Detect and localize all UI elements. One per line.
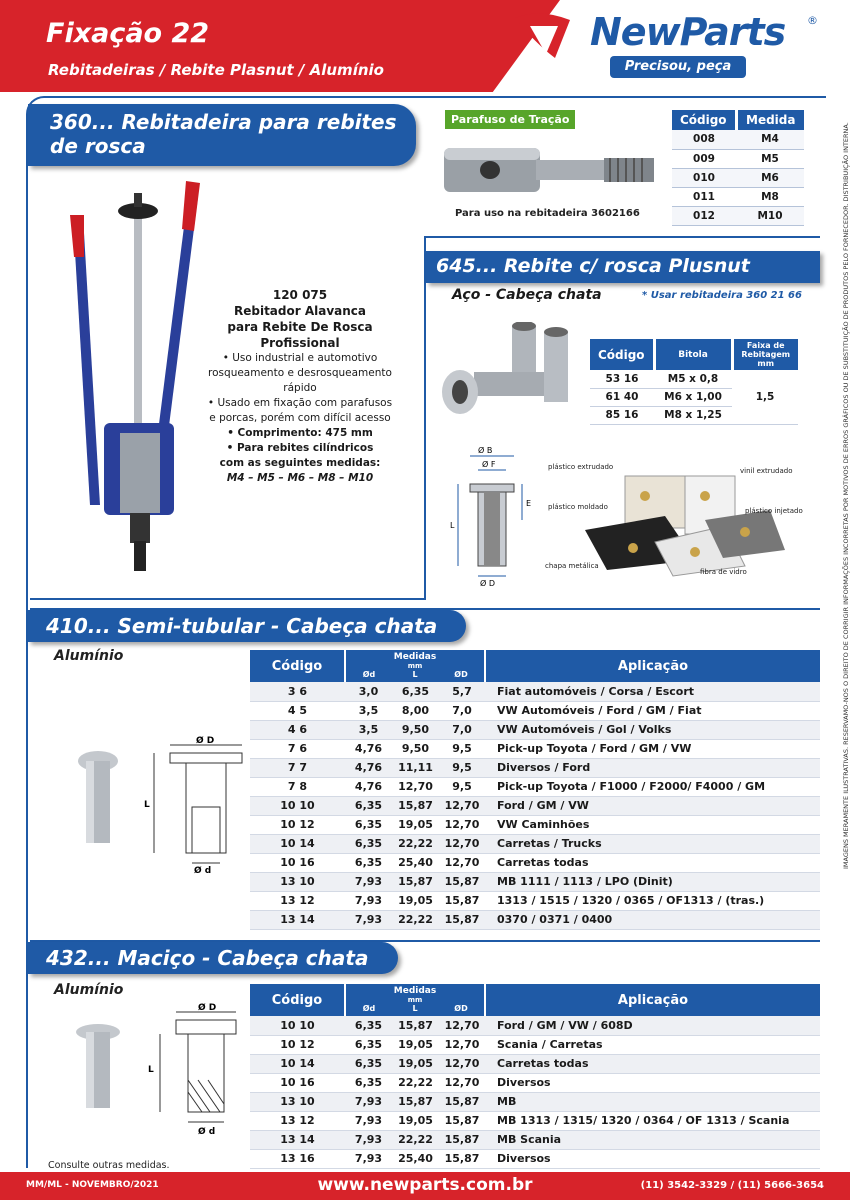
plusnut-col-faixa: Faixa de Rebitagem mm: [732, 339, 798, 370]
table-row: [250, 1016, 820, 1035]
cell-bitola: M5 x 0,8: [654, 370, 732, 388]
cell-od: 6,35: [345, 1073, 392, 1092]
cell-l: 19,05: [392, 1111, 439, 1130]
product-info: [200, 287, 400, 486]
cell-codigo: 13 14: [250, 910, 345, 929]
cell-codigo: 13 10: [250, 1092, 345, 1111]
product-bullet-4: e porcas, porém com difícil acesso: [209, 412, 391, 424]
cell-aplicacao: Pick-up Toyota / Ford / GM / VW: [485, 739, 820, 758]
cell-medida: M8: [736, 187, 804, 206]
section-645-subtitle: Aço - Cabeça chata: [452, 287, 602, 303]
table-row: [250, 1111, 820, 1130]
cell-oD: 15,87: [439, 872, 485, 891]
section-432-title: 432... Maciço - Cabeça chata: [28, 942, 398, 974]
product-bullet-5: • Comprimento: 475 mm: [227, 427, 373, 439]
table-row: [250, 891, 820, 910]
cell-codigo: 10 10: [250, 796, 345, 815]
footer: [0, 1172, 850, 1200]
label-phi-f: Ø F: [482, 460, 496, 469]
cell-codigo: 13 16: [250, 1149, 345, 1168]
cell-od: 6,35: [345, 796, 392, 815]
footer-edition: MM/ML - NOVEMBRO/2021: [26, 1180, 159, 1190]
cell-l: 22,22: [392, 834, 439, 853]
cell-medida: M10: [736, 206, 804, 225]
cell-codigo: 10 10: [250, 1016, 345, 1035]
cell-od: 4,76: [345, 739, 392, 758]
table-row: [250, 872, 820, 891]
cell-oD: 15,87: [439, 1149, 485, 1168]
cell-aplicacao: Ford / GM / VW: [485, 796, 820, 815]
cell-oD: 12,70: [439, 796, 485, 815]
cell-od: 3,5: [345, 720, 392, 739]
section-645-bottom-border: [30, 598, 426, 600]
col-medidas-unit: mm: [407, 996, 423, 1004]
product-bullet-6: • Para rebites cilíndricos: [226, 442, 374, 454]
table-row: [250, 758, 820, 777]
cell-medida: M5: [736, 149, 804, 168]
cell-medida: M4: [736, 130, 804, 149]
table-row: [250, 1073, 820, 1092]
cell-aplicacao: VW Caminhões: [485, 815, 820, 834]
cell-od: 3,0: [345, 682, 392, 701]
product-bullet-3: • Usado em fixação com parafusos: [207, 397, 393, 409]
cell-codigo: 012: [672, 206, 736, 225]
cell-l: 15,87: [392, 872, 439, 891]
cell-aplicacao: Diversos: [485, 1073, 820, 1092]
cell-faixa: 1,5: [732, 370, 798, 424]
parafuso-label: Parafuso de Tração: [445, 110, 575, 129]
cell-od: 7,93: [345, 872, 392, 891]
cell-od: 7,93: [345, 1111, 392, 1130]
product-code: 120 075: [272, 288, 328, 302]
parafuso-table: [672, 110, 804, 226]
plusnut-col-bitola: Bitola: [654, 339, 732, 370]
cell-od: 7,93: [345, 1149, 392, 1168]
cell-od: 7,93: [345, 891, 392, 910]
cell-l: 22,22: [392, 910, 439, 929]
table-row: [250, 834, 820, 853]
cell-aplicacao: Pick-up Toyota / F1000 / F2000/ F4000 / GM: [485, 777, 820, 796]
section-360-title-line2: de rosca: [50, 134, 146, 158]
cell-codigo: 4 6: [250, 720, 345, 739]
cell-aplicacao: MB: [485, 1092, 820, 1111]
table-432: [250, 984, 820, 1169]
cell-aplicacao: 1313 / 1515 / 1320 / 0365 / OF1313 / (tras.): [485, 891, 820, 910]
col-oD: ØD: [454, 670, 468, 679]
cell-bitola: M8 x 1,25: [654, 406, 732, 424]
cell-oD: 12,70: [439, 1073, 485, 1092]
cell-aplicacao: Scania / Carretas: [485, 1035, 820, 1054]
page-subtitle: Rebitadeiras / Rebite Plasnut / Alumínio: [48, 61, 384, 79]
table-row: [672, 206, 804, 225]
col-codigo: Código: [250, 984, 345, 1016]
label-432-D: Ø D: [198, 1003, 217, 1013]
cell-codigo: 10 16: [250, 853, 345, 872]
solid-rivet-diagram: [70, 1000, 250, 1140]
cell-aplicacao: Carretas todas: [485, 853, 820, 872]
logo-slogan: Precisou, peça: [610, 56, 746, 78]
table-row: [250, 1149, 820, 1168]
cell-oD: 15,87: [439, 1092, 485, 1111]
cell-codigo: 10 14: [250, 834, 345, 853]
col-medidas: [345, 650, 485, 682]
table-row: [672, 168, 804, 187]
cell-aplicacao: Diversos / Ford: [485, 758, 820, 777]
cell-l: 9,50: [392, 739, 439, 758]
cell-od: 6,35: [345, 1054, 392, 1073]
product-bullet-8: M4 – M5 – M6 – M8 – M10: [226, 472, 374, 484]
cell-l: 19,05: [392, 891, 439, 910]
cell-codigo: 7 6: [250, 739, 345, 758]
cell-oD: 15,87: [439, 891, 485, 910]
cell-od: 6,35: [345, 834, 392, 853]
label-vinil-extrudado: vinil extrudado: [740, 467, 793, 475]
cell-bitola: M6 x 1,00: [654, 388, 732, 406]
logo-swoosh-icon: [510, 8, 580, 68]
semi-tubular-rivet-diagram: [70, 735, 250, 875]
parafuso-col-medida: Medida: [736, 110, 804, 130]
product-name: Rebitador Alavanca para Rebite De Rosca Profissional: [227, 304, 373, 350]
cell-codigo: 011: [672, 187, 736, 206]
plusnut-image: [440, 322, 580, 422]
col-l: L: [412, 670, 418, 679]
cell-codigo: 10 12: [250, 815, 345, 834]
col-aplicacao: Aplicação: [485, 650, 820, 682]
label-410-D: Ø D: [196, 736, 215, 746]
cell-codigo: 85 16: [590, 406, 654, 424]
cell-codigo: 010: [672, 168, 736, 187]
cell-aplicacao: MB 1111 / 1113 / LPO (Dinit): [485, 872, 820, 891]
cell-od: 6,35: [345, 1035, 392, 1054]
cell-codigo: 10 16: [250, 1073, 345, 1092]
cell-codigo: 13 12: [250, 891, 345, 910]
cell-codigo: 4 5: [250, 701, 345, 720]
cell-codigo: 61 40: [590, 388, 654, 406]
cell-codigo: 3 6: [250, 682, 345, 701]
section-645-left-border: [424, 236, 426, 598]
cell-oD: 12,70: [439, 834, 485, 853]
cell-l: 25,40: [392, 853, 439, 872]
product-bullet-1: • Uso industrial e automotivo: [222, 352, 378, 364]
col-medidas: [345, 984, 485, 1016]
col-medidas-label: Medidas: [393, 986, 437, 996]
label-plastico-injetado: plástico injetado: [745, 507, 803, 515]
header: [0, 0, 850, 92]
side-disclaimer: [836, 122, 850, 880]
table-row: [250, 853, 820, 872]
section-410-material: Alumínio: [54, 648, 124, 664]
section-432-material: Alumínio: [54, 982, 124, 998]
table-row: [250, 682, 820, 701]
footer-phones: (11) 3542-3329 / (11) 5666-3654: [640, 1180, 824, 1191]
logo-registered: ®: [807, 14, 818, 27]
cell-aplicacao: MB Scania: [485, 1130, 820, 1149]
col-codigo: Código: [250, 650, 345, 682]
cell-l: 8,00: [392, 701, 439, 720]
cell-aplicacao: Ford / GM / VW / 608D: [485, 1016, 820, 1035]
table-row: [672, 149, 804, 168]
label-plastico-extrudado: plástico extrudado: [548, 463, 614, 471]
section-360-title-line1: 360... Rebitadeira para rebites: [50, 110, 397, 134]
cell-oD: 7,0: [439, 720, 485, 739]
cell-aplicacao: 0370 / 0371 / 0400: [485, 910, 820, 929]
table-row: [250, 739, 820, 758]
cell-aplicacao: VW Automóveis / Ford / GM / Fiat: [485, 701, 820, 720]
cell-od: 4,76: [345, 758, 392, 777]
table-row: [250, 796, 820, 815]
label-410-L: L: [144, 800, 150, 810]
cell-codigo: 10 14: [250, 1054, 345, 1073]
side-disclaimer-text: IMAGENS MERAMENTE ILUSTRATIVAS. RESERVAMO-NOS O DIREITO DE CORRIGIR INFORMAÇÕES INCORRETAS POR MOTIVOS DE ERROS GRÁFICOS OU DE SUBSTITUIÇÃO DE PRODUTOS PELO FORNECEDOR. DISTRIBUIÇÃO INTERNA.: [842, 122, 850, 869]
parafuso-col-codigo: Código: [672, 110, 736, 130]
cell-codigo: 008: [672, 130, 736, 149]
cell-od: 6,35: [345, 853, 392, 872]
table-row: [250, 701, 820, 720]
cell-l: 19,05: [392, 1054, 439, 1073]
col-medidas-unit: mm: [407, 662, 423, 670]
rivet-tool-image: [60, 175, 200, 585]
table-row: [250, 1092, 820, 1111]
table-row: [250, 815, 820, 834]
cell-codigo: 7 7: [250, 758, 345, 777]
parafuso-image: [440, 140, 660, 200]
table-row: [250, 720, 820, 739]
cell-l: 19,05: [392, 1035, 439, 1054]
section-645-title: 645... Rebite c/ rosca Plusnut: [426, 251, 820, 283]
footer-website-link[interactable]: www.newparts.com.br: [317, 1175, 533, 1195]
table-row: [250, 777, 820, 796]
cell-l: 11,11: [392, 758, 439, 777]
section-410-title: 410... Semi-tubular - Cabeça chata: [28, 610, 466, 642]
cell-oD: 9,5: [439, 739, 485, 758]
label-e: E: [526, 499, 532, 508]
cell-codigo: 13 12: [250, 1111, 345, 1130]
cell-oD: 12,70: [439, 1016, 485, 1035]
col-l: L: [412, 1004, 418, 1013]
cell-od: 3,5: [345, 701, 392, 720]
plusnut-dimension-diagram: [440, 440, 540, 590]
cell-aplicacao: Diversos: [485, 1149, 820, 1168]
cell-codigo: 009: [672, 149, 736, 168]
cell-od: 7,93: [345, 1092, 392, 1111]
label-fibra-vidro: fibra de vidro: [700, 568, 747, 576]
table-row: [672, 187, 804, 206]
cell-codigo: 53 16: [590, 370, 654, 388]
cell-od: 7,93: [345, 1130, 392, 1149]
label-410-d: Ø d: [194, 866, 212, 875]
cell-oD: 5,7: [439, 682, 485, 701]
newparts-logo: [510, 6, 830, 86]
cell-l: 15,87: [392, 1016, 439, 1035]
cell-aplicacao: Carretas todas: [485, 1054, 820, 1073]
col-od: Ød: [362, 1004, 376, 1013]
table-row: [250, 1130, 820, 1149]
cell-codigo: 7 8: [250, 777, 345, 796]
cell-oD: 15,87: [439, 1130, 485, 1149]
cell-l: 25,40: [392, 1149, 439, 1168]
section-645-top-border: [424, 236, 820, 238]
col-aplicacao: Aplicação: [485, 984, 820, 1016]
cell-oD: 9,5: [439, 758, 485, 777]
label-chapa-metalica: chapa metálica: [545, 562, 599, 570]
cell-od: 4,76: [345, 777, 392, 796]
cell-l: 9,50: [392, 720, 439, 739]
cell-oD: 12,70: [439, 1054, 485, 1073]
cell-l: 6,35: [392, 682, 439, 701]
cell-l: 22,22: [392, 1130, 439, 1149]
product-bullet-7: com as seguintes medidas:: [219, 457, 381, 469]
cell-oD: 9,5: [439, 777, 485, 796]
cell-oD: 7,0: [439, 701, 485, 720]
section-360-title: [28, 104, 416, 166]
section-645-note: * Usar rebitadeira 360 21 66: [642, 290, 802, 301]
plusnut-col-codigo: Código: [590, 339, 654, 370]
cell-aplicacao: Fiat automóveis / Corsa / Escort: [485, 682, 820, 701]
col-medidas-label: Medidas: [393, 652, 437, 662]
product-bullet-2: rosqueamento e desrosqueamento rápido: [208, 367, 392, 394]
cell-oD: 15,87: [439, 910, 485, 929]
label-l: L: [450, 521, 455, 530]
cell-l: 12,70: [392, 777, 439, 796]
cell-oD: 12,70: [439, 815, 485, 834]
label-432-L: L: [148, 1065, 154, 1075]
label-432-d: Ø d: [198, 1127, 216, 1137]
table-row: [590, 370, 798, 388]
label-phi-d: Ø D: [480, 579, 495, 588]
cell-od: 6,35: [345, 1016, 392, 1035]
table-row: [672, 130, 804, 149]
cell-od: 6,35: [345, 815, 392, 834]
cell-l: 15,87: [392, 796, 439, 815]
cell-codigo: 13 10: [250, 872, 345, 891]
cell-l: 22,22: [392, 1073, 439, 1092]
label-phi-b: Ø B: [478, 446, 493, 455]
cell-medida: M6: [736, 168, 804, 187]
cell-codigo: 13 14: [250, 1130, 345, 1149]
cell-codigo: 10 12: [250, 1035, 345, 1054]
label-plastico-moldado: plástico moldado: [548, 503, 608, 511]
col-oD: ØD: [454, 1004, 468, 1013]
page-title: Fixação 22: [46, 18, 210, 49]
plusnut-table: [590, 339, 798, 425]
cell-oD: 12,70: [439, 1035, 485, 1054]
cell-aplicacao: MB 1313 / 1315/ 1320 / 0364 / OF 1313 / Scania: [485, 1111, 820, 1130]
table-row: [250, 1054, 820, 1073]
cell-l: 15,87: [392, 1092, 439, 1111]
cell-od: 7,93: [345, 910, 392, 929]
parafuso-caption: Para uso na rebitadeira 3602166: [455, 208, 640, 219]
cell-oD: 12,70: [439, 853, 485, 872]
cell-aplicacao: VW Automóveis / Gol / Volks: [485, 720, 820, 739]
table-row: [250, 910, 820, 929]
cell-aplicacao: Carretas / Trucks: [485, 834, 820, 853]
table-410: [250, 650, 820, 930]
col-od: Ød: [362, 670, 376, 679]
cell-l: 19,05: [392, 815, 439, 834]
cell-oD: 15,87: [439, 1111, 485, 1130]
logo-text: NewParts: [590, 10, 786, 54]
consulte-note: Consulte outras medidas.: [48, 1160, 170, 1171]
table-row: [250, 1035, 820, 1054]
